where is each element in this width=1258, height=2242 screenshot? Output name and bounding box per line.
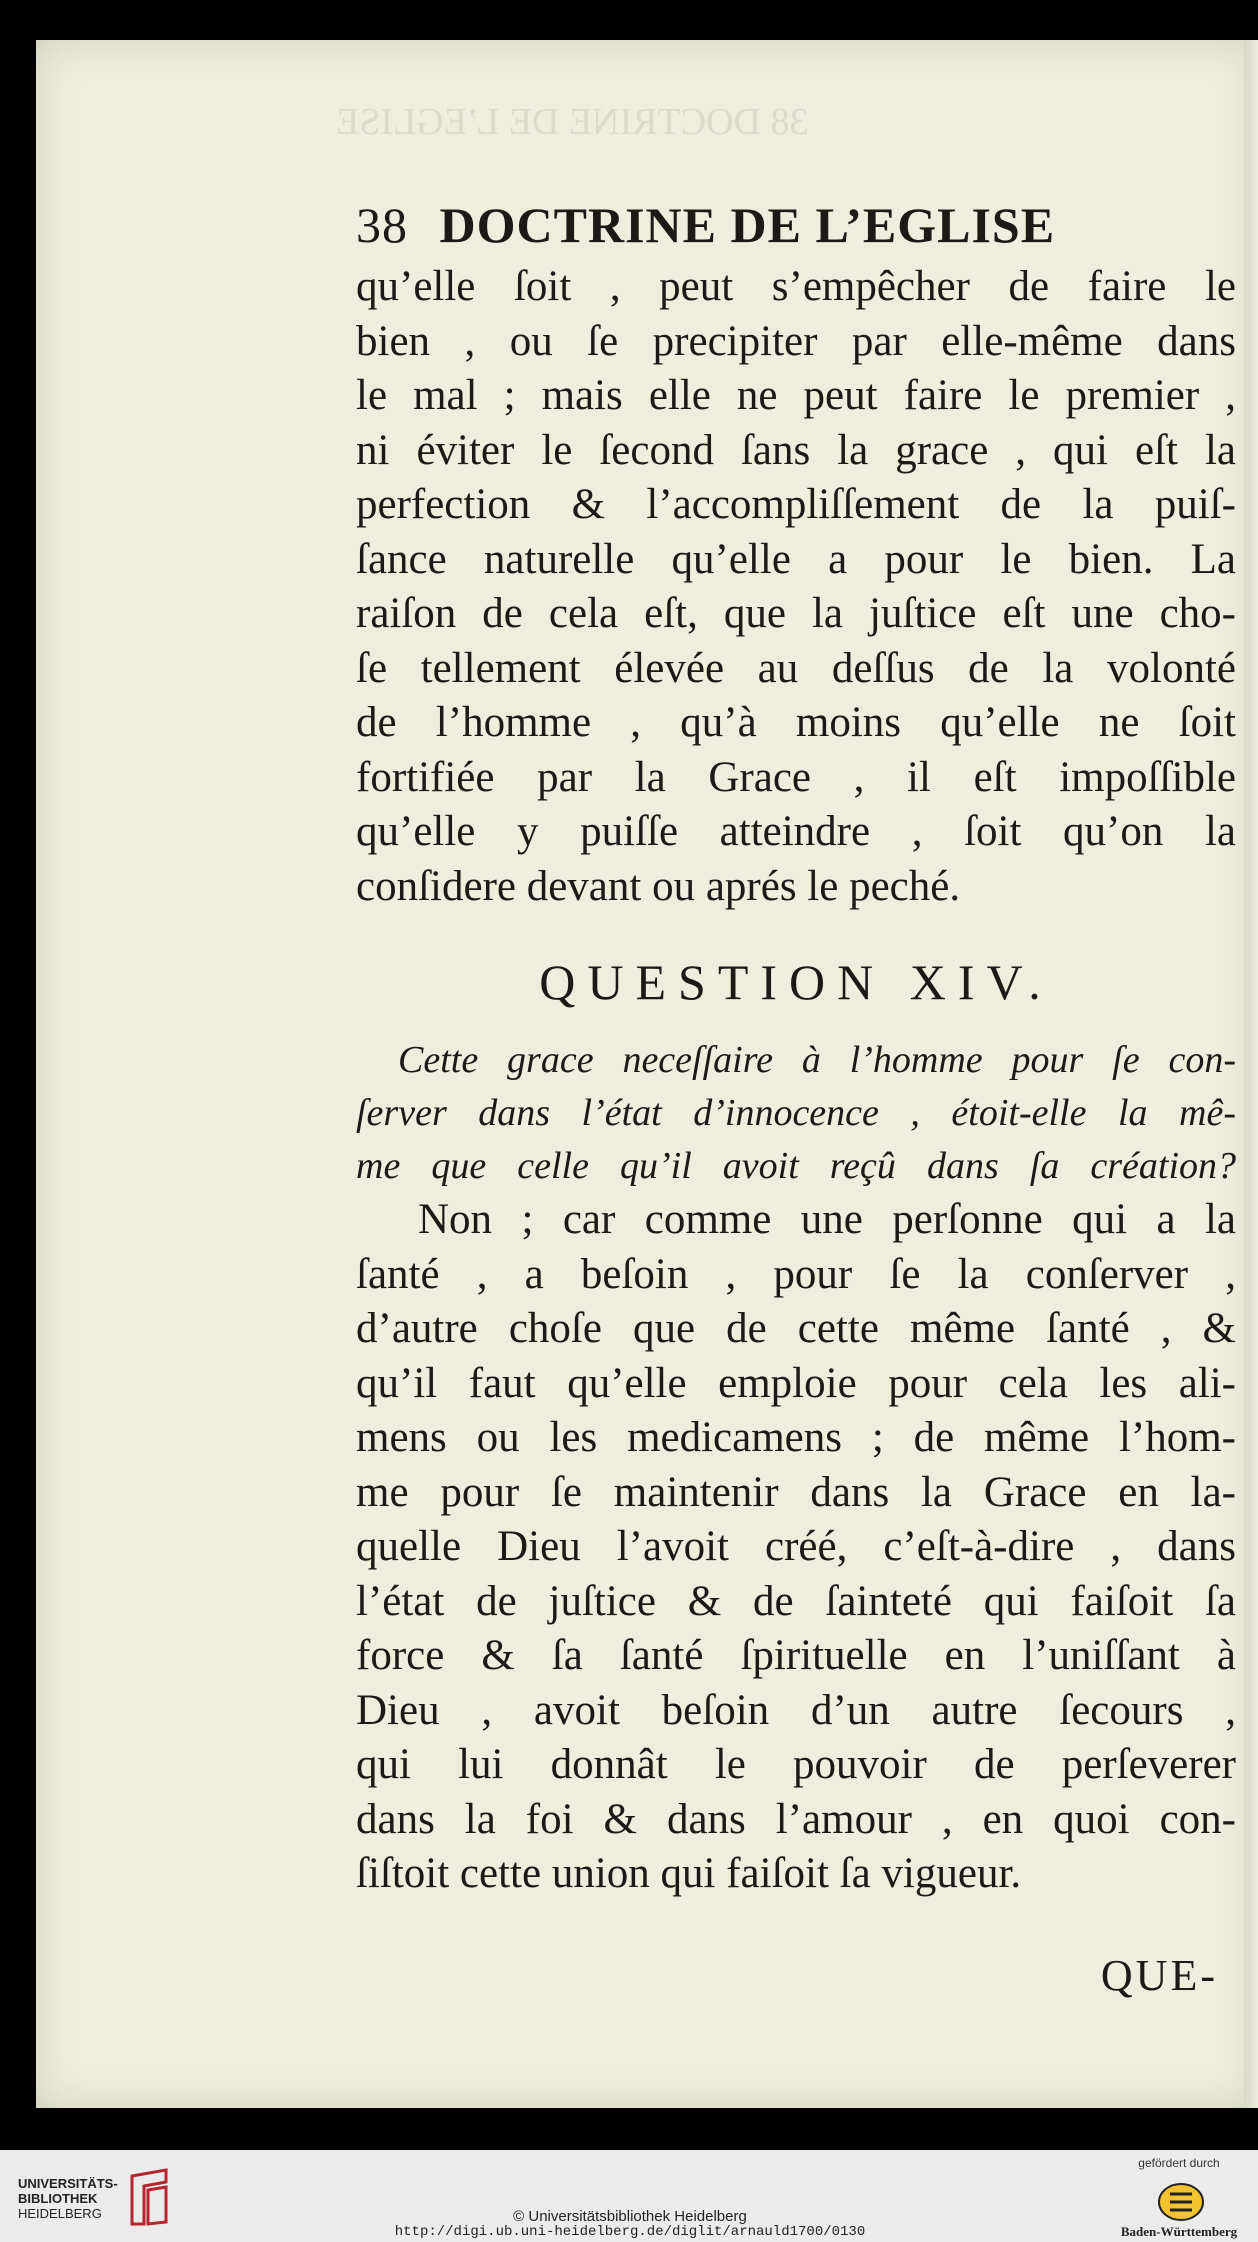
text-line: d’autre choſe que de cette même ſanté , & — [356, 1305, 1236, 1352]
funded-by-label: gefördert durch — [1138, 2156, 1220, 2170]
text-line: ſanté , a beſoin , pour ſe la conſerver , — [356, 1250, 1236, 1298]
text-line: ni éviter le ſecond ſans la grace , qui eſt la — [356, 426, 1236, 474]
library-name-line: UNIVERSITÄTS- — [18, 2176, 118, 2191]
text-line: quelle Dieu l’avoit créé, c’eſt-à-dire , dans — [356, 1523, 1236, 1570]
text-line: mens ou les medicamens ; de même l’hom- — [356, 1414, 1236, 1461]
text-line: conſidere devant ou aprés le peché. — [356, 862, 961, 910]
show-through: 38 DOCTRINE DE L’EGLISE — [336, 101, 809, 143]
text-line: bien , ou ſe precipiter par elle-même dans — [356, 317, 1236, 365]
text-line: l’état de juſtice & de ſainteté qui faiſoit ſa — [356, 1577, 1236, 1625]
text-line: qui lui donnât le pouvoir de perſeverer — [356, 1741, 1236, 1788]
running-title: DOCTRINE DE L’EGLISE — [439, 197, 1056, 253]
page-edge — [1244, 40, 1258, 2108]
question-line: me que celle qu’il avoit reçû dans ſa création? — [356, 1145, 1236, 1187]
text-line: Non ; car comme une perſonne qui a la — [418, 1196, 1236, 1243]
paragraph-2 — [356, 1193, 1236, 1902]
library-name-line: BIBLIOTHEK — [18, 2191, 98, 2206]
viewer-footer — [0, 2150, 1258, 2242]
text-line: ſiſtoit cette union qui faiſoit ſa vigueur. — [356, 1850, 1022, 1897]
question-line: Cette grace neceſſaire à l’homme pour ſe con- — [398, 1039, 1236, 1081]
text-line: perfection & l’accompliſſement de la puiſ- — [356, 481, 1236, 528]
text-line: qu’elle y puiſſe atteindre , ſoit qu’on la — [356, 808, 1236, 855]
text-line: me pour ſe maintenir dans la Grace en la- — [356, 1468, 1236, 1516]
library-name-line: HEIDELBERG — [18, 2206, 102, 2221]
question-heading: QUESTION XIV. — [539, 954, 1053, 1010]
text-line: raiſon de cela eſt, que la juſtice eſt une cho- — [356, 590, 1236, 637]
text-line: Dieu , avoit beſoin d’un autre ſecours , — [356, 1686, 1236, 1734]
text-line: ſance naturelle qu’elle a pour le bien. La — [356, 535, 1236, 583]
text-line: de l’homme , qu’à moins qu’elle ne ſoit — [356, 699, 1236, 746]
text-line: dans la foi & dans l’amour , en quoi con- — [356, 1795, 1236, 1843]
page-number: 38 — [356, 197, 408, 253]
copyright-text: © Universitätsbibliothek Heidelberg — [513, 2208, 747, 2225]
text-block — [356, 190, 1236, 1902]
text-line: force & ſa ſanté ſpirituelle en l’uniſſant à — [356, 1632, 1236, 1679]
funder-name: Baden-Württemberg — [1120, 2224, 1238, 2239]
catchword: QUE- — [1100, 1951, 1218, 2000]
permalink[interactable]: http://digi.ub.uni-heidelberg.de/diglit/arnauld1700/0130 — [394, 2224, 866, 2240]
text-line: le mal ; mais elle ne peut faire le premier , — [356, 372, 1236, 419]
book-page — [36, 40, 1258, 2108]
question-line: ſerver dans l’état d’innocence , étoit-elle la mê- — [356, 1092, 1236, 1134]
text-line: qu’il faut qu’elle emploie pour cela les ali- — [356, 1359, 1236, 1407]
running-head — [356, 190, 1236, 260]
paragraph-1 — [356, 260, 1236, 914]
text-line: fortifiée par la Grace , il eſt impoſſible — [356, 753, 1236, 801]
state-crest-icon — [1152, 2180, 1210, 2224]
library-mark-icon — [126, 2166, 172, 2228]
question-text — [356, 1034, 1236, 1193]
text-line: qu’elle ſoit , peut s’empêcher de faire le — [356, 263, 1236, 310]
text-line: ſe tellement élevée au deſſus de la volonté — [356, 644, 1236, 692]
